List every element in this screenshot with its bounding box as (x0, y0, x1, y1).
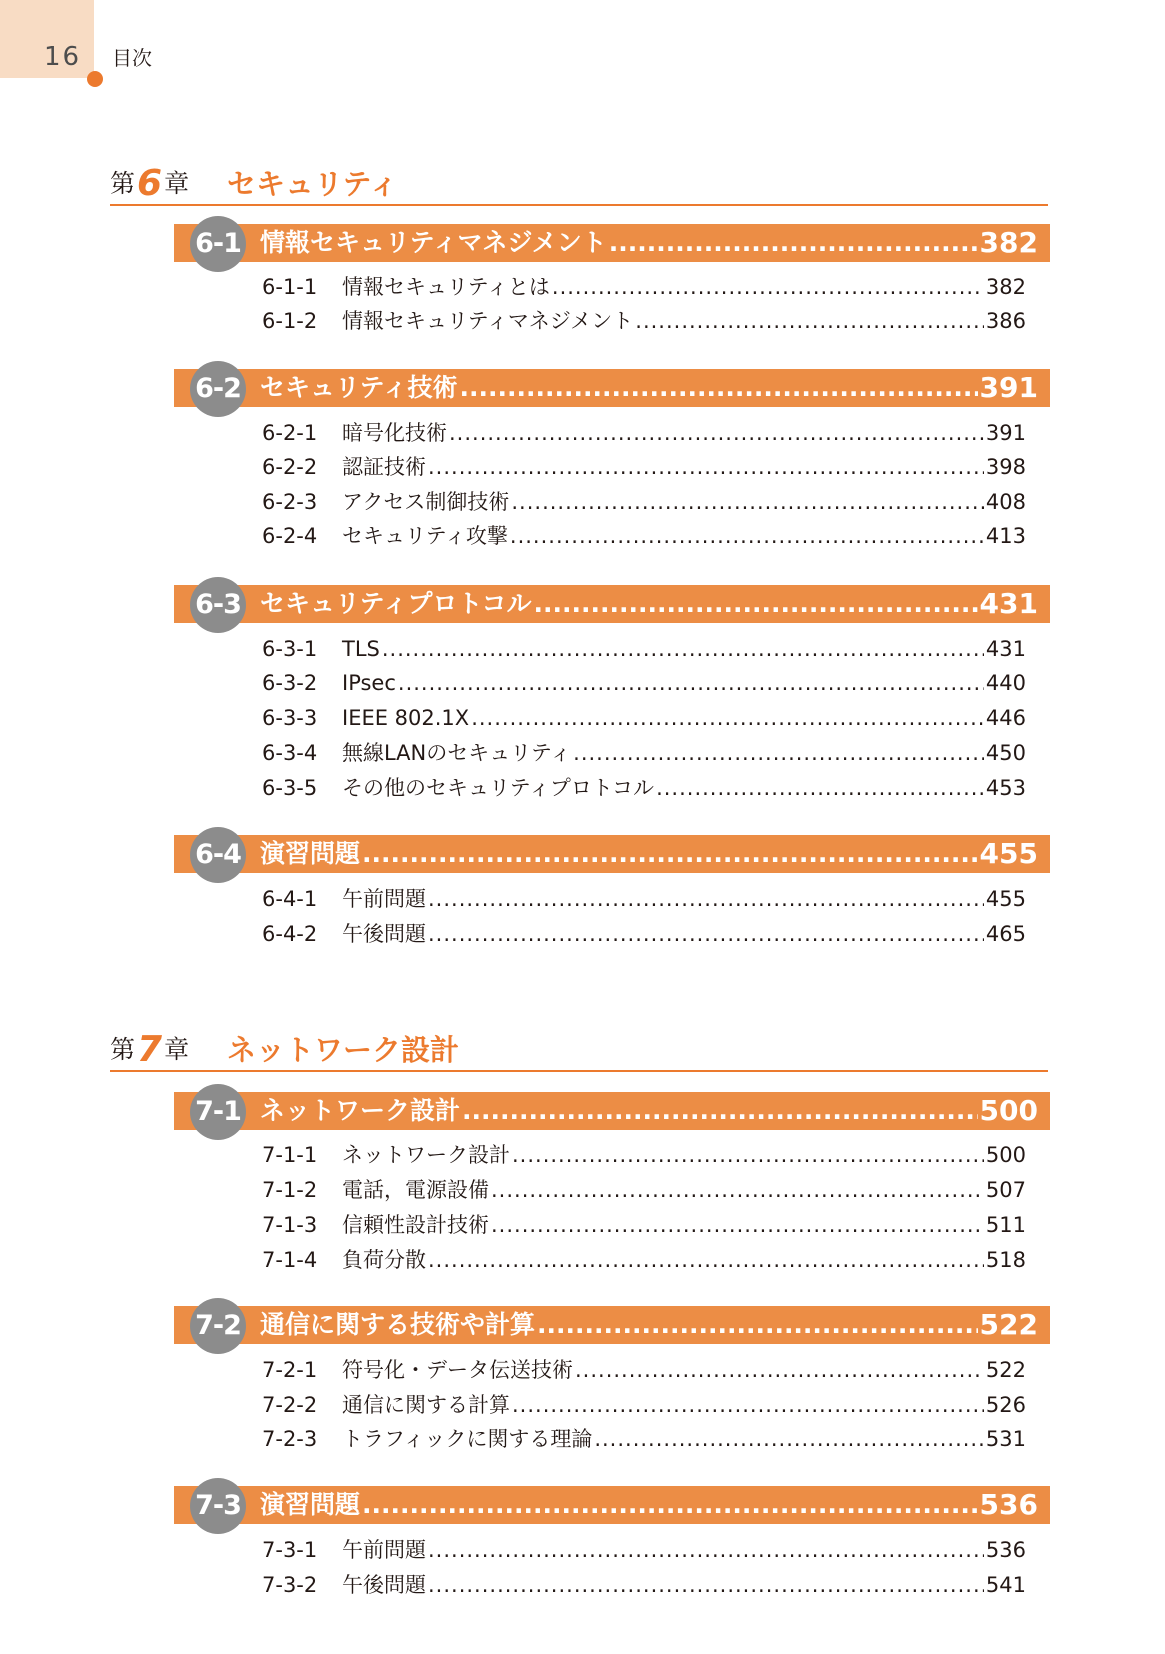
toc-item[interactable]: 6-2-1 暗号化技術 ..... 391 (262, 418, 1026, 448)
toc-item[interactable]: 6-3-2 IPsec ..... 440 (262, 668, 1026, 698)
section-number-badge: 7-1 (190, 1084, 246, 1140)
toc-item[interactable]: 6-3-1 TLS ..... 431 (262, 634, 1026, 664)
section-page: 522 (979, 1308, 1038, 1341)
toc-item[interactable]: 7-1-3 信頼性設計技術 ..... 511 (262, 1210, 1026, 1240)
section-number-badge: 6-4 (190, 827, 246, 883)
running-header: 目次 (112, 46, 152, 70)
toc-item[interactable]: 7-1-1 ネットワーク設計 ..... 500 (262, 1140, 1026, 1170)
section-heading[interactable] (174, 224, 1050, 262)
section-heading[interactable] (174, 835, 1050, 873)
section-page: 391 (979, 371, 1038, 404)
section-page: 455 (979, 837, 1038, 870)
toc-item[interactable]: 6-4-2 午後問題 ..... 465 (262, 919, 1026, 949)
chapter-label: 第7章 (110, 1029, 190, 1070)
chapter-heading (110, 154, 1048, 206)
toc-item[interactable]: 6-3-3 IEEE 802.1X ..... 446 (262, 703, 1026, 733)
section-page: 536 (979, 1488, 1038, 1521)
toc-item[interactable]: 7-2-3 トラフィックに関する理論 ..... 531 (262, 1424, 1026, 1454)
section-title: 演習問題 (260, 839, 361, 868)
section-heading[interactable] (174, 1486, 1050, 1524)
section-number-badge: 7-2 (190, 1298, 246, 1354)
page-number: 16 (44, 42, 82, 72)
section-title: セキュリティ技術 (260, 373, 458, 402)
toc-item[interactable]: 6-4-1 午前問題 ..... 455 (262, 884, 1026, 914)
section-heading[interactable] (174, 1092, 1050, 1130)
section-number-badge: 6-2 (190, 361, 246, 417)
section-heading[interactable] (174, 369, 1050, 407)
chapter-heading (110, 1020, 1048, 1072)
toc-item[interactable]: 7-2-1 符号化・データ伝送技術 ..... 522 (262, 1355, 1026, 1385)
section-title: 演習問題 (260, 1490, 361, 1519)
section-page: 500 (979, 1094, 1038, 1127)
toc-item[interactable]: 6-2-4 セキュリティ攻撃 ..... 413 (262, 521, 1026, 551)
toc-item[interactable]: 6-2-3 アクセス制御技術 ..... 408 (262, 487, 1026, 517)
section-page: 431 (979, 587, 1038, 620)
toc-item[interactable]: 6-3-5 その他のセキュリティプロトコル ..... 453 (262, 773, 1026, 803)
toc-item[interactable]: 6-3-4 無線LANのセキュリティ ..... 450 (262, 738, 1026, 768)
section-title: 通信に関する技術や計算 (260, 1310, 536, 1339)
toc-item[interactable]: 7-1-4 負荷分散 ..... 518 (262, 1245, 1026, 1275)
toc-item[interactable]: 6-1-2 情報セキュリティマネジメント ..... 386 (262, 306, 1026, 336)
toc-item[interactable]: 7-3-1 午前問題 ..... 536 (262, 1535, 1026, 1565)
toc-item[interactable]: 7-1-2 電話，電源設備 ..... 507 (262, 1175, 1026, 1205)
chapter-label: 第6章 (110, 163, 190, 204)
section-title: セキュリティプロトコル (260, 589, 532, 618)
section-title: 情報セキュリティマネジメント (260, 228, 607, 257)
chapter-title: セキュリティ (227, 167, 399, 201)
toc-item[interactable]: 7-3-2 午後問題 ..... 541 (262, 1570, 1026, 1600)
section-number-badge: 7-3 (190, 1478, 246, 1534)
toc-item[interactable]: 6-2-2 認証技術 ..... 398 (262, 452, 1026, 482)
toc-item[interactable]: 7-2-2 通信に関する計算 ..... 526 (262, 1390, 1026, 1420)
section-heading[interactable] (174, 1306, 1050, 1344)
section-heading[interactable] (174, 585, 1050, 623)
page-marker-dot (87, 71, 103, 87)
section-number-badge: 6-3 (190, 577, 246, 633)
chapter-title: ネットワーク設計 (227, 1033, 460, 1067)
section-number-badge: 6-1 (190, 216, 246, 272)
section-title: ネットワーク設計 (260, 1096, 461, 1125)
section-page: 382 (979, 226, 1038, 259)
toc-item[interactable]: 6-1-1 情報セキュリティとは ..... 382 (262, 272, 1026, 302)
